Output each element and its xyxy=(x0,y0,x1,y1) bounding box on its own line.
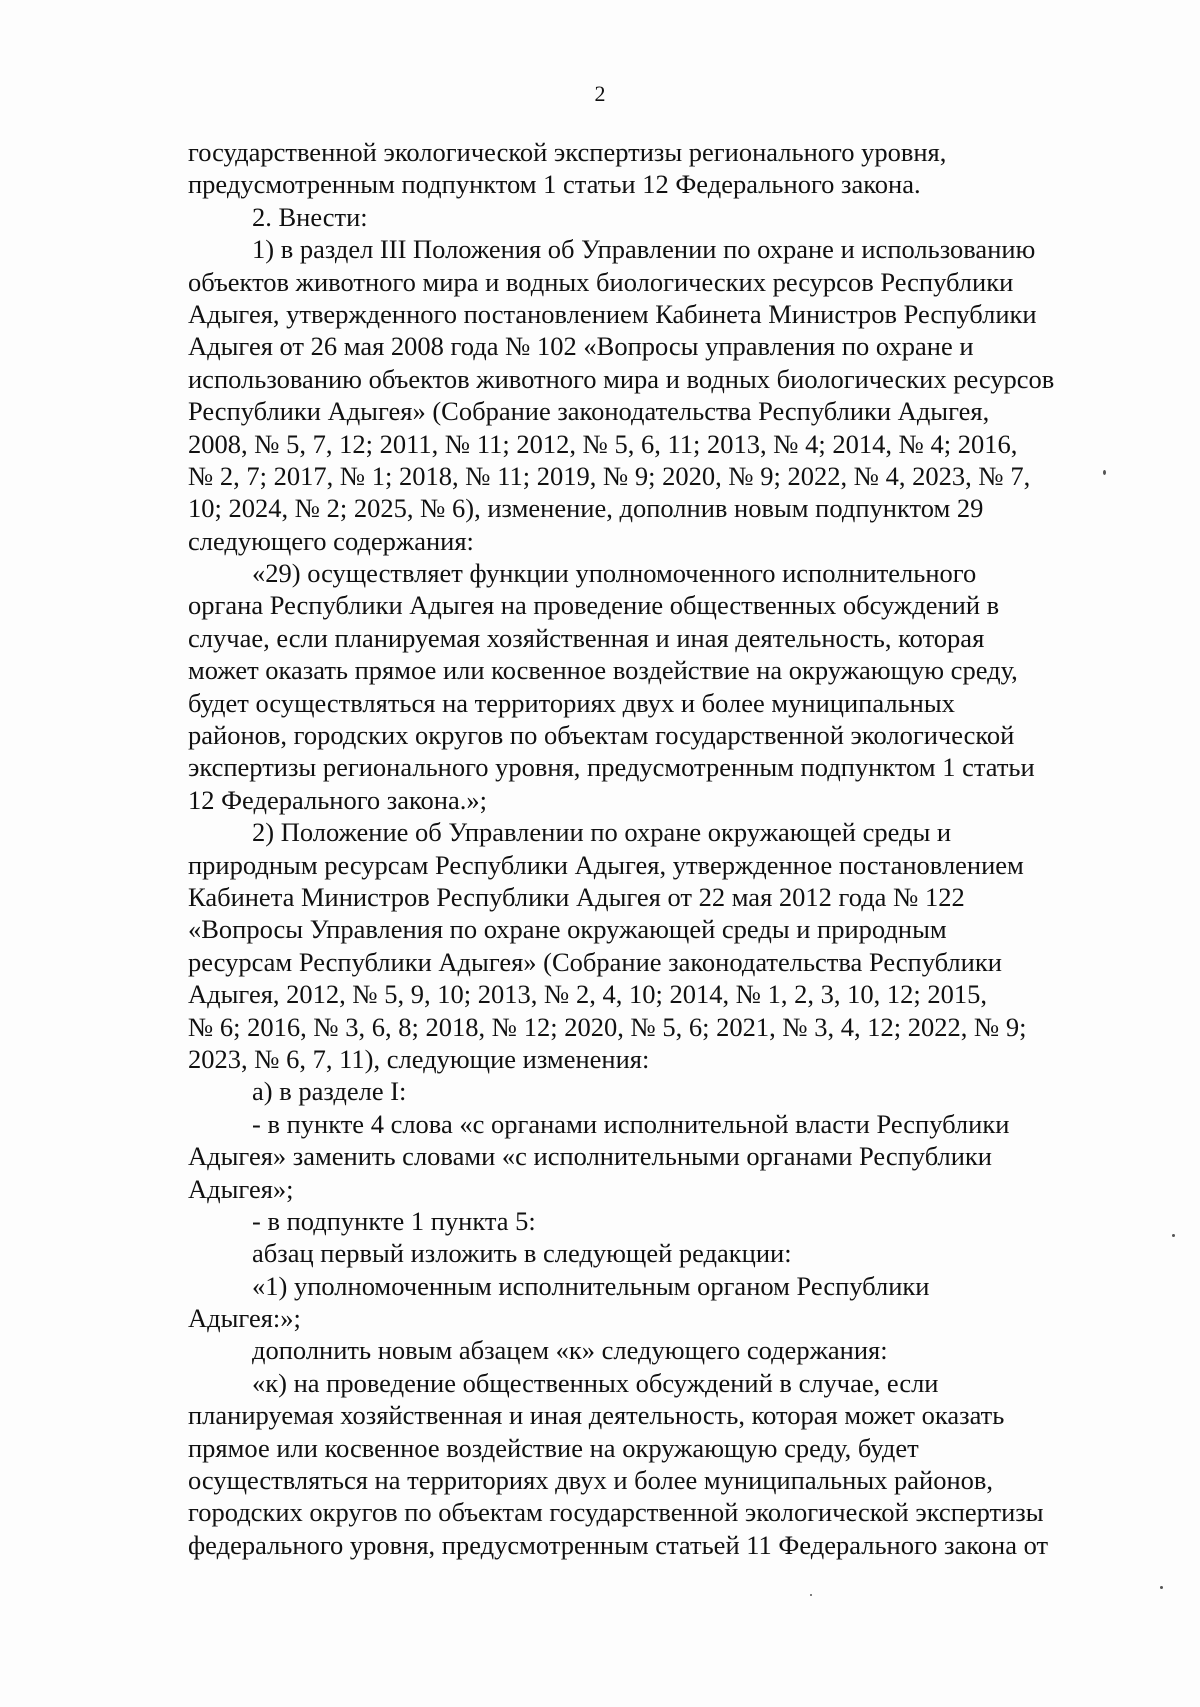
text-line: 2. Внести: xyxy=(252,201,368,232)
text-line: осуществляться на территориях двух и более муниципальных районов, xyxy=(188,1465,994,1496)
text-line: районов, городских округов по объектам государственной экологической xyxy=(188,720,1015,751)
document-body xyxy=(188,136,1093,1561)
text-line: «к) на проведение общественных обсуждений в случае, если xyxy=(252,1367,939,1398)
text-line: использованию объектов животного мира и водных биологических ресурсов xyxy=(188,363,1055,394)
text-line: «Вопросы Управления по охране окружающей среды и природным xyxy=(188,914,947,945)
text-line: федерального уровня, предусмотренным статьей 11 Федерального закона от xyxy=(188,1529,1049,1560)
text-line: объектов животного мира и водных биологических ресурсов Республики xyxy=(188,266,1014,297)
text-line: «29) осуществляет функции уполномоченного исполнительного xyxy=(252,558,977,589)
text-line: № 2, 7; 2017, № 1; 2018, № 11; 2019, № 9; 2020, № 9; 2022, № 4, 2023, № 7, xyxy=(188,460,1031,491)
text-line: государственной экологической экспертизы регионального уровня, xyxy=(188,137,947,167)
text-line: Кабинета Министров Республики Адыгея от 22 мая 2012 года № 122 xyxy=(188,881,965,912)
text-line: 12 Федерального закона.»; xyxy=(188,784,487,815)
text-line: планируемая хозяйственная и иная деятельность, которая может оказать xyxy=(188,1400,1005,1431)
text-line: - в подпункте 1 пункта 5: xyxy=(252,1205,536,1236)
text-line: может оказать прямое или косвенное воздействие на окружающую среду, xyxy=(188,655,1018,686)
text-line: органа Республики Адыгея на проведение общественных обсуждений в xyxy=(188,590,1000,621)
scan-speck xyxy=(1172,1234,1175,1237)
text-line: Адыгея»; xyxy=(188,1173,294,1204)
text-line: абзац первый изложить в следующей редакции: xyxy=(252,1238,792,1269)
text-line: Республики Адыгея» (Собрание законодательства Республики Адыгея, xyxy=(188,396,990,427)
text-line: Адыгея» заменить словами «с исполнительными органами Республики xyxy=(188,1141,992,1172)
text-line: случае, если планируемая хозяйственная и иная деятельность, которая xyxy=(188,622,985,653)
scan-speck xyxy=(1103,470,1106,475)
text-line: прямое или косвенное воздействие на окружающую среду, будет xyxy=(188,1432,919,1463)
text-line: 10; 2024, № 2; 2025, № 6), изменение, дополнив новым подпунктом 29 xyxy=(188,493,984,524)
text-line: дополнить новым абзацем «к» следующего содержания: xyxy=(252,1335,888,1366)
scan-speck xyxy=(810,1594,812,1596)
text-line: 1) в раздел III Положения об Управлении по охране и использованию xyxy=(252,234,1036,265)
text-line: природным ресурсам Республики Адыгея, утвержденное постановлением xyxy=(188,849,1024,880)
text-line: Адыгея, 2012, № 5, 9, 10; 2013, № 2, 4, 10; 2014, № 1, 2, 3, 10, 12; 2015, xyxy=(188,979,987,1010)
text-line: а) в разделе I: xyxy=(252,1076,407,1107)
text-line: следующего содержания: xyxy=(188,525,474,556)
text-line: Адыгея, утвержденного постановлением Кабинета Министров Республики xyxy=(188,298,1037,329)
text-line: - в пункте 4 слова «с органами исполнительной власти Республики xyxy=(252,1108,1010,1139)
scan-speck xyxy=(1160,1586,1163,1589)
text-line: экспертизы регионального уровня, предусмотренным подпунктом 1 статьи xyxy=(188,752,1035,783)
text-line: Адыгея от 26 мая 2008 года № 102 «Вопросы управления по охране и xyxy=(188,331,974,362)
text-line: будет осуществляться на территориях двух и более муниципальных xyxy=(188,687,955,718)
text-line: 2008, № 5, 7, 12; 2011, № 11; 2012, № 5, 6, 11; 2013, № 4; 2014, № 4; 2016, xyxy=(188,428,1018,459)
text-line: 2) Положение об Управлении по охране окружающей среды и xyxy=(252,817,952,848)
text-line: предусмотренным подпунктом 1 статьи 12 Федерального закона. xyxy=(188,169,921,200)
text-line: 2023, № 6, 7, 11), следующие изменения: xyxy=(188,1043,650,1074)
text-line: городских округов по объектам государственной экологической экспертизы xyxy=(188,1497,1044,1528)
text-line: «1) уполномоченным исполнительным органом Республики xyxy=(252,1270,930,1301)
text-line: № 6; 2016, № 3, 6, 8; 2018, № 12; 2020, № 5, 6; 2021, № 3, 4, 12; 2022, № 9; xyxy=(188,1011,1027,1042)
text-line: ресурсам Республики Адыгея» (Собрание законодательства Республики xyxy=(188,946,1002,977)
text-line: Адыгея:»; xyxy=(188,1303,301,1334)
page-number: 2 xyxy=(594,81,606,106)
